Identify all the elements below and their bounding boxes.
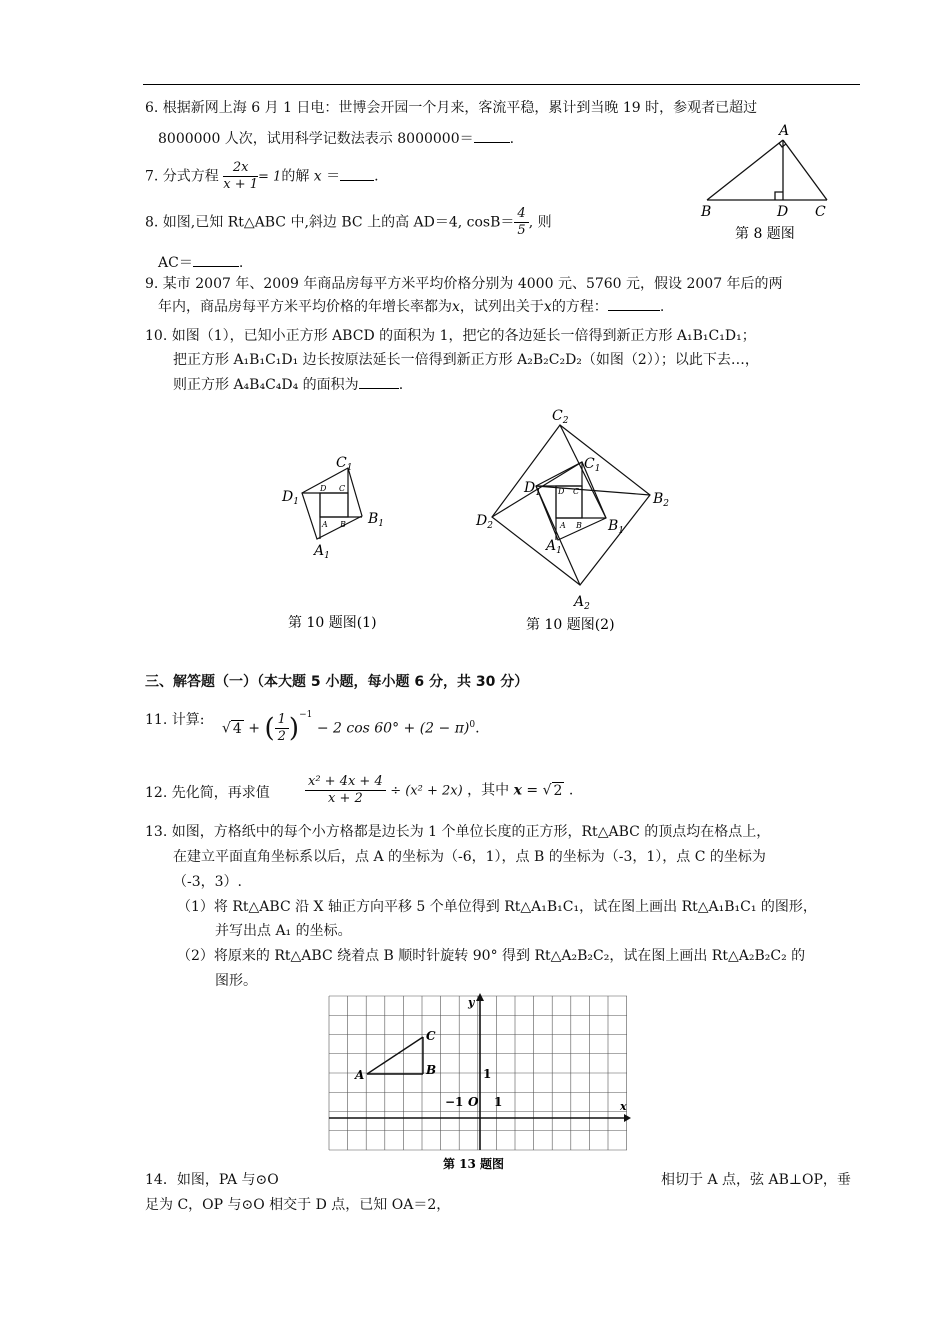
q13-line1: 13. 如图，方格纸中的每个小方格都是边长为 1 个单位长度的正方形，Rt△ABC 的顶点均在格点上，: [145, 824, 771, 840]
q11-fraction: [275, 712, 289, 745]
q10-fig2-label-b2: $B_2$: [653, 491, 670, 509]
q9-answer-blank: [608, 296, 660, 311]
q10-figure-2: [470, 400, 690, 640]
q12-den: x + 2: [327, 791, 363, 806]
q13-label-one-y: 1: [483, 1067, 492, 1081]
q7-var: x: [313, 168, 322, 185]
q10-fig2-label-b1: $B_1$: [608, 518, 625, 536]
q13-y-arrow: [476, 993, 484, 1001]
q13-label-one: 1: [494, 1095, 503, 1109]
q14-line1b: 相切于 A 点，弦 AB⊥OP，垂: [661, 1172, 851, 1188]
q8-fraction: [514, 206, 528, 239]
q10-fig1-label-d1: $D_1$: [282, 489, 299, 507]
q13-label-y: y: [468, 996, 475, 1009]
q12-num: x² + 4x + 4: [305, 774, 386, 791]
q9-var-1: x: [452, 299, 460, 315]
q13-triangle: [367, 1037, 423, 1074]
q11-sqrt-value: 4: [232, 720, 242, 737]
q6-answer-blank: [474, 128, 510, 143]
q9-text-c: 的方程：: [551, 299, 608, 315]
q10-fig2-label-d1: $D_1$: [524, 480, 541, 498]
q8-label-b: B: [701, 204, 712, 220]
q11-exp2: 0: [469, 719, 476, 730]
q13-label-b: B: [426, 1063, 437, 1077]
q10-fig1-lines: [302, 468, 362, 539]
q14-line2: 足为 C，OP 与⊙O 相交于 D 点，已知 OA＝2，: [145, 1197, 451, 1213]
q8-triangle: [707, 140, 827, 200]
q10-fig1-label-d: D: [320, 484, 327, 493]
q6-text: 8000000 人次，试用科学记数法表示 8000000＝: [158, 131, 474, 147]
q10-fig1-label-b1: $B_1$: [368, 511, 385, 529]
q11-expression: √ 4 + ( $\frac{1}{2}$ )$^{-1}$ − 2 $\cos 60^\circ + (2 - \pi)^0$.: [222, 709, 480, 744]
q13-label-o: O: [468, 1095, 479, 1109]
q13-label-c: C: [426, 1029, 436, 1043]
q10-caption-1: 第 10 题图(1): [288, 615, 377, 631]
q6-end: .: [509, 131, 515, 147]
q10-fig2-label-a: A: [560, 521, 566, 530]
q7-prefix: 7. 分式方程: [145, 168, 219, 185]
q6-line1: 6. 根据新网上海 6 月 1 日电：世博会开园一个月来，客流平稳，累计到当晚 19 时，参观者已超过: [145, 100, 758, 116]
q8-line2: [158, 252, 243, 273]
q11-sqrt-sign: √: [222, 720, 231, 737]
q9-line1: 9. 某市 2007 年、2009 年商品房每平方米平均价格分别为 4000 元、5760 元，假设 2007 年后的两: [145, 276, 783, 292]
q10-end: .: [398, 377, 404, 393]
q10-fig1-inner-square: [320, 493, 348, 517]
q12-mid: ，其中: [467, 782, 510, 799]
q12-end: .: [568, 782, 574, 799]
q10-fig2-label-c1: $C_1$: [584, 456, 601, 474]
q7-line: [145, 160, 379, 193]
q8-label-c: C: [815, 204, 826, 220]
q8-den: 5: [517, 223, 526, 238]
q13-sub2b: 图形。: [215, 973, 257, 989]
q10-line3: [173, 374, 403, 395]
q13-line2: 在建立平面直角坐标系以后，点 A 的坐标为（-6，1），点 B 的坐标为（-3，1），点 C 的坐标为: [173, 849, 766, 865]
q10-caption-2: 第 10 题图(2): [526, 617, 615, 633]
q7-den: x + 1: [223, 177, 259, 192]
q8-suffix: , 则: [528, 214, 552, 231]
q13-label-x: x: [620, 1100, 627, 1113]
q10-line1: 10. 如图（1），已知小正方形 ABCD 的面积为 1，把它的各边延长一倍得到新正方形 A₁B₁C₁D₁；: [145, 328, 756, 344]
q11-end: .: [475, 720, 480, 737]
q9-var-2: x: [543, 299, 552, 315]
q10-fig2-outer-square: [492, 425, 650, 585]
q10-fig1-label-c: C: [339, 484, 346, 493]
q12-sqrt-sign: √: [542, 782, 552, 799]
q8-num: 4: [514, 206, 528, 223]
q9-line2: [158, 296, 664, 317]
q12-label: 12. 先化简，再求值: [145, 785, 270, 801]
q8-answer-blank: [193, 252, 239, 267]
q8-prefix: 8. 如图,已知 Rt△ABC 中,斜边 BC 上的高 AD＝4, cosB＝: [145, 214, 515, 231]
q7-fraction: [223, 160, 258, 193]
q10-fig2-label-c2: $C_2$: [552, 408, 569, 426]
q10-line2: 把正方形 A₁B₁C₁D₁ 边长按原法延长一倍得到新正方形 A₂B₂C₂D₂（如图（2））；以此下去…，: [173, 352, 759, 368]
q8-label-a: A: [779, 123, 790, 139]
q10-fig2-label-c: C: [573, 487, 580, 496]
q8-caption: 第 8 题图: [735, 226, 795, 242]
q12-eq: =: [521, 782, 543, 799]
q13-label-a: A: [355, 1068, 365, 1082]
q6-line2: [158, 128, 514, 149]
q7-eq: = 1: [258, 169, 282, 185]
q13-caption: 第 13 题图: [443, 1157, 505, 1171]
q8-side-ab: [707, 140, 783, 200]
q13-line3: （-3，3）.: [173, 874, 242, 890]
q10-fig2-ext-a2: [536, 486, 580, 585]
q10-fig1-label-a: A: [322, 520, 328, 529]
q13-x-arrow: [624, 1114, 631, 1122]
q11-num: 1: [275, 712, 289, 729]
q10-fig1-label-c1: $C_1$: [336, 455, 353, 473]
top-rule: [143, 84, 860, 85]
q10-fig2-label-a1: $A_1$: [546, 538, 562, 556]
q8-right-angle-d: [775, 192, 783, 200]
q13-label-neg1: −1: [445, 1095, 464, 1109]
q8-ac: AC＝: [158, 255, 193, 271]
q10-figure-1: [270, 445, 400, 635]
q7-equals: ＝: [321, 168, 341, 185]
q13-sub1a: （1）将 Rt△ABC 沿 X 轴正方向平移 5 个单位得到 Rt△A₁B₁C₁，试在图上画出 Rt△A₁B₁C₁ 的图形，: [177, 899, 817, 915]
q8-label-d: D: [777, 204, 789, 220]
q9-end: .: [659, 299, 665, 315]
q12-var: x: [513, 782, 522, 799]
q7-end: .: [374, 168, 379, 185]
q8-end: .: [238, 255, 244, 271]
q9-text-a: 年内，商品房每平方米平均价格的年增长率都为: [158, 299, 452, 315]
q12-expression: [305, 774, 573, 807]
q10-fig2-label-d2: $D_2$: [476, 513, 493, 531]
q11-label: 11. 计算:: [145, 712, 205, 728]
q13-grid-figure: [325, 992, 635, 1176]
q10-fig1-outer-square: [302, 468, 362, 539]
q8-side-ac: [783, 140, 827, 200]
q10-fig1-label-b: B: [340, 520, 346, 529]
q13-sub1b: 并写出点 A₁ 的坐标。: [215, 923, 352, 939]
q13-sub2a: （2）将原来的 Rt△ABC 绕着点 B 顺时针旋转 90° 得到 Rt△A₂B₂C₂，试在图上画出 Rt△A₂B₂C₂ 的: [177, 948, 806, 964]
section3-title: 三、解答题（一）（本大题 5 小题，每小题 6 分，共 30 分）: [145, 674, 529, 690]
q10-fig2-label-d: D: [558, 487, 565, 496]
q8-figure: [695, 120, 845, 245]
q11-exp1: −1: [299, 709, 313, 720]
q10-line3-text: 则正方形 A₄B₄C₄D₄ 的面积为: [173, 377, 359, 393]
q11-mid: − 2 cos 60° + (2 − π): [316, 720, 470, 737]
q7-answer-blank: [340, 166, 374, 181]
q7-suffix: 的解: [281, 168, 310, 185]
q10-fig2-label-b: B: [576, 521, 582, 530]
q10-fig1-label-a1: $A_1$: [314, 543, 330, 561]
q10-fig2-label-a2: $A_2$: [574, 594, 590, 612]
q12-fraction: [305, 774, 386, 807]
q13-side-ac: [367, 1037, 423, 1074]
q7-num: 2x: [223, 160, 258, 177]
q10-answer-blank: [359, 374, 399, 389]
q13-grid-lines: [329, 996, 627, 1150]
q12-div: ÷ (x² + 2x): [390, 783, 463, 799]
q11-den: 2: [277, 729, 286, 744]
q8-line1: [145, 206, 552, 239]
q9-text-b: ，试列出关于: [459, 299, 544, 315]
q10-fig2-lines: [492, 425, 650, 585]
q14-line1a: 14．如图，PA 与⊙O: [145, 1172, 279, 1188]
q12-sqrt-value: 2: [553, 782, 563, 799]
